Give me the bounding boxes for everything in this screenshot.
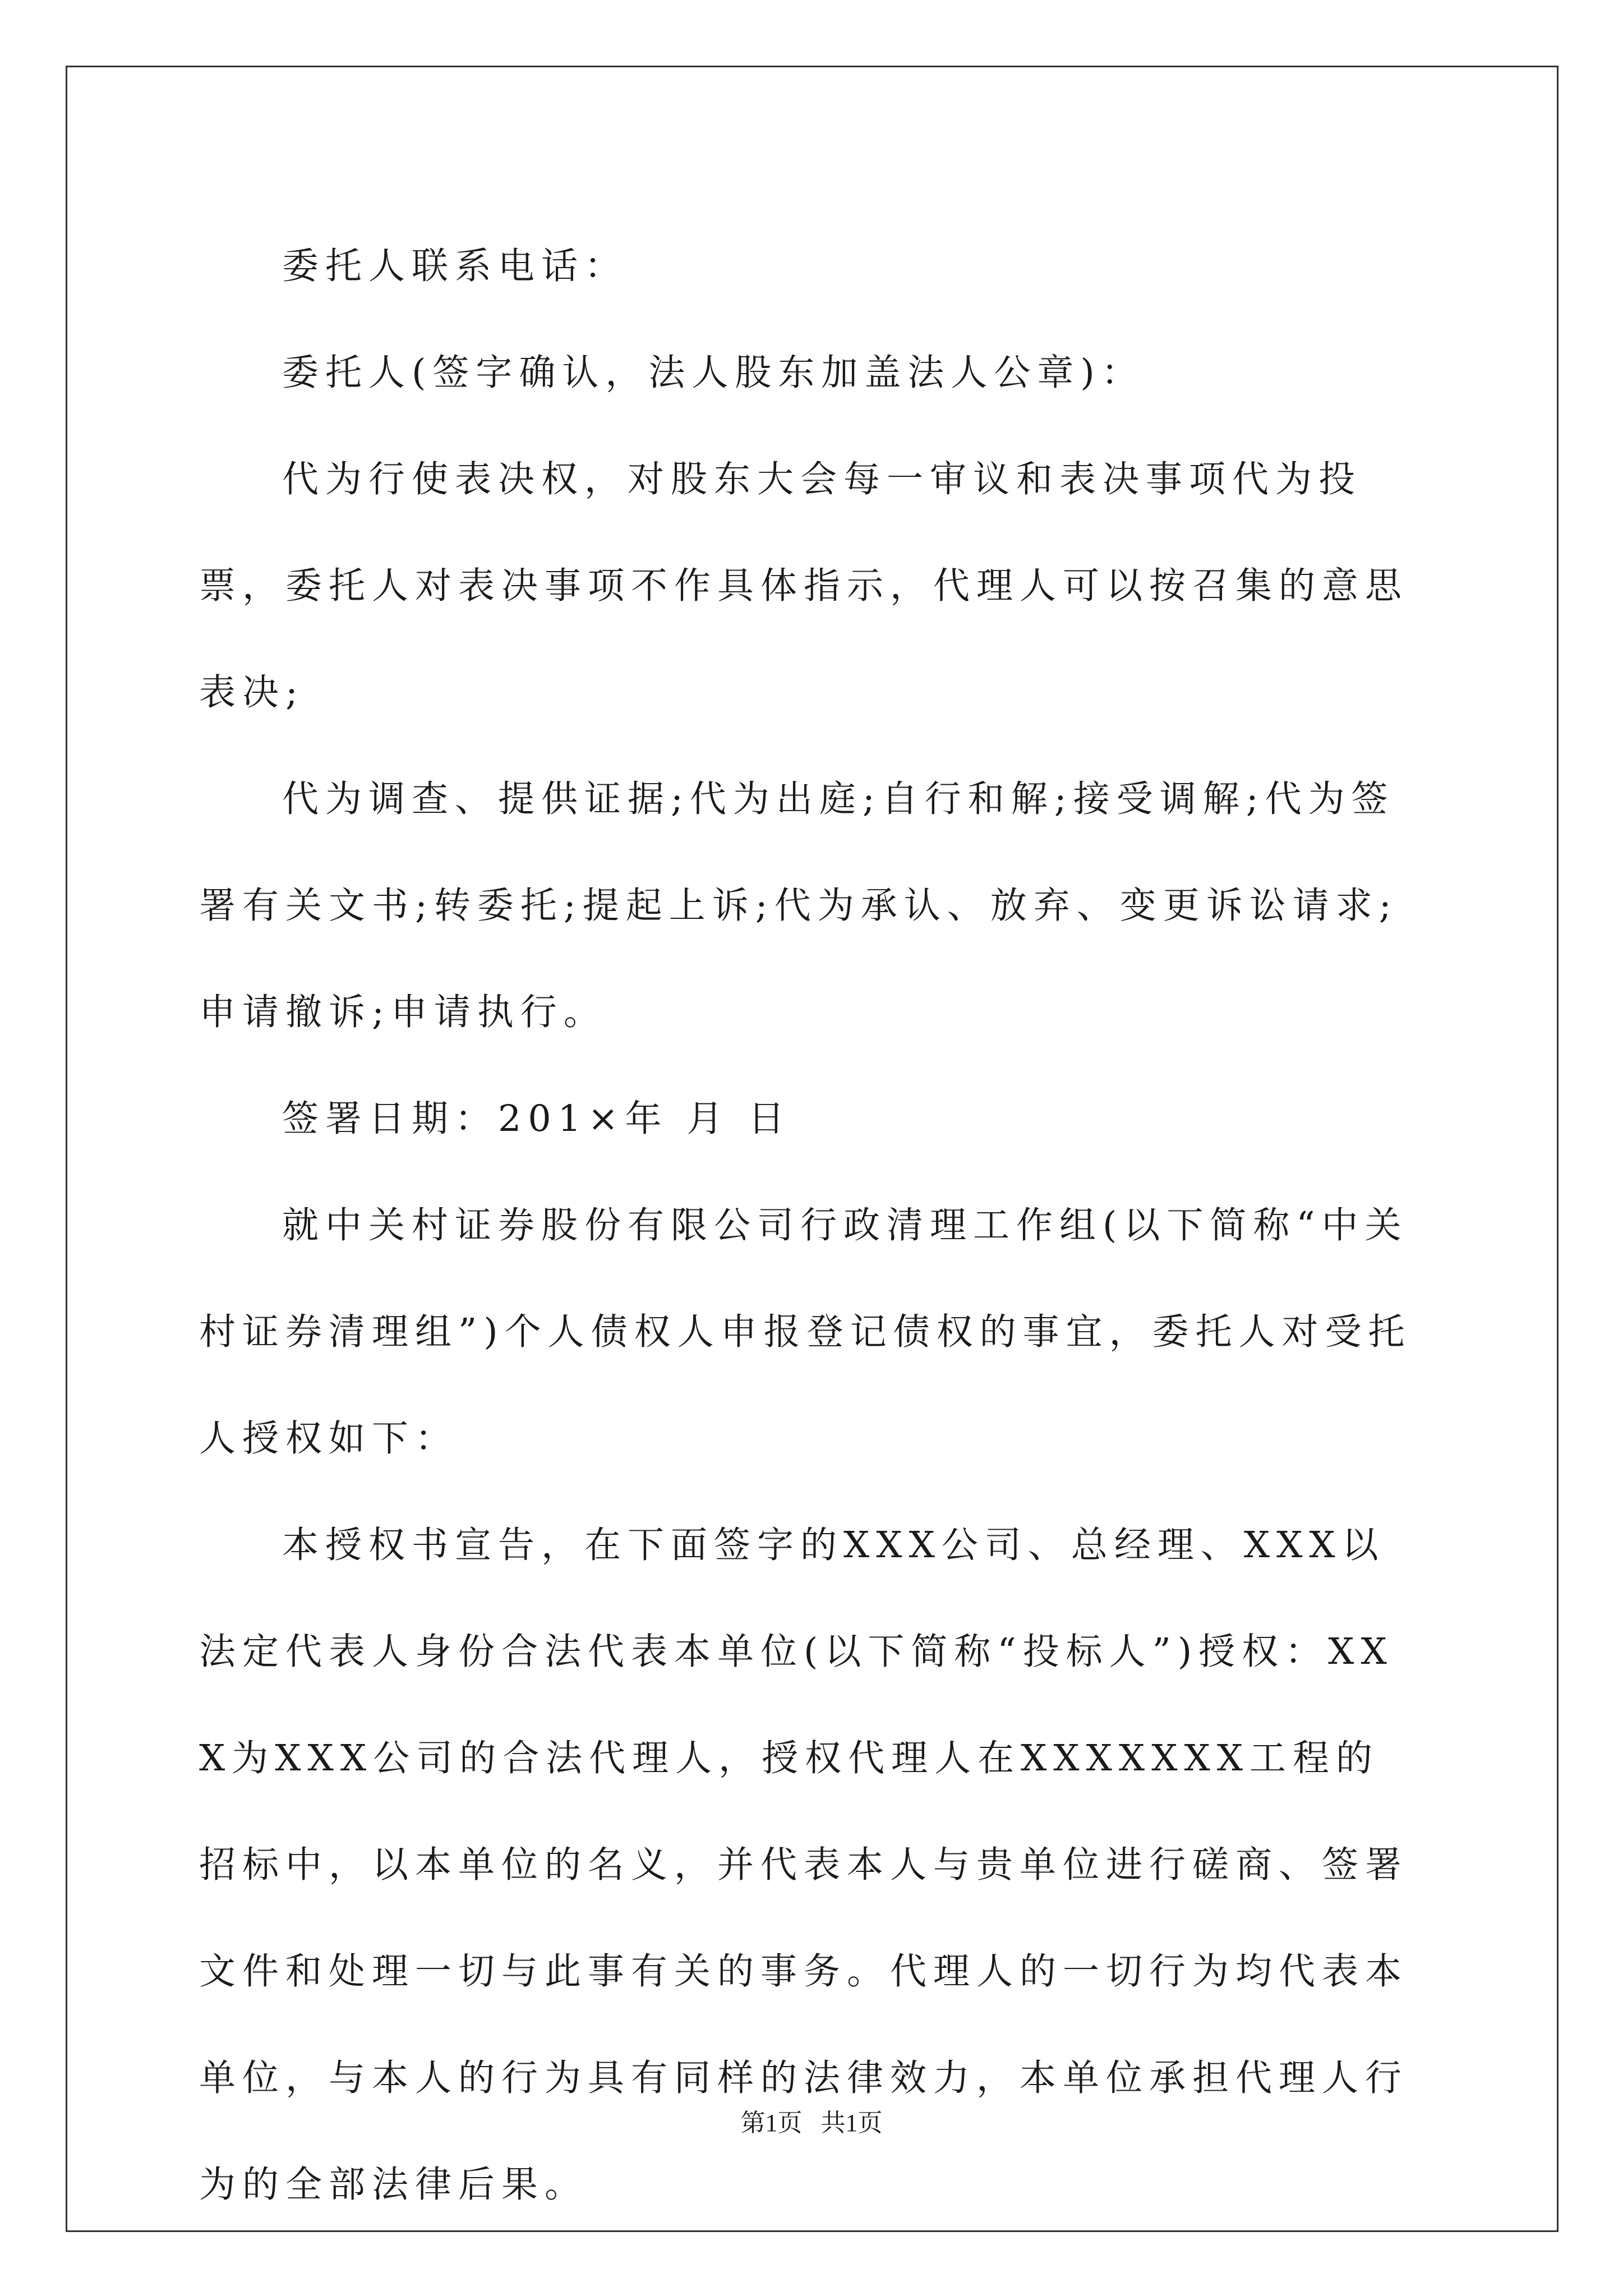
paragraph-signing-date: 签署日期：201×年 月 日 (282, 1098, 791, 1140)
paragraph-creditor-registration: 就中关村证券股份有限公司行政清理工作组(以下简称“中关村证券清理组”)个人债权人申报登记债权的事宜，委托人对受托人授权如下： (199, 1204, 1412, 1460)
paragraph-voting-rights: 代为行使表决权，对股东大会每一审议和表决事项代为投票，委托人对表决事项不作具体指示，代理人可以按召集的意思表决; (199, 458, 1409, 714)
paragraph-litigation-powers: 代为调查、提供证据;代为出庭;自行和解;接受调解;代为签署有关文书;转委托;提起上诉;代为承认、放弃、变更诉讼请求;申请撤诉;申请执行。 (199, 778, 1398, 1033)
paragraph-client-signature: 委托人(签字确认，法人股东加盖法人公章)： (282, 352, 1145, 394)
paragraph-client-phone: 委托人联系电话： (282, 245, 628, 287)
document-body (199, 213, 1419, 2238)
page-footer: 第1页 共1页 (740, 2109, 883, 2137)
paragraph-authorization-statement: 本授权书宣告，在下面签字的XXX公司、总经理、XXX以法定代表人身份合法代表本单位(以下简称“投标人”)授权：XXX为XXX公司的合法代理人，授权代理人在XXXXXXX工程的招标中，以本单位的名义，并代表本人与贵单位进行磋商、签署文件和处理一切与此事有关的事务。代理人的一切行为均代表本单位，与本人的行为具有同样的法律效力，本单位承担代理人行为的全部法律后果。 (199, 1524, 1409, 2206)
